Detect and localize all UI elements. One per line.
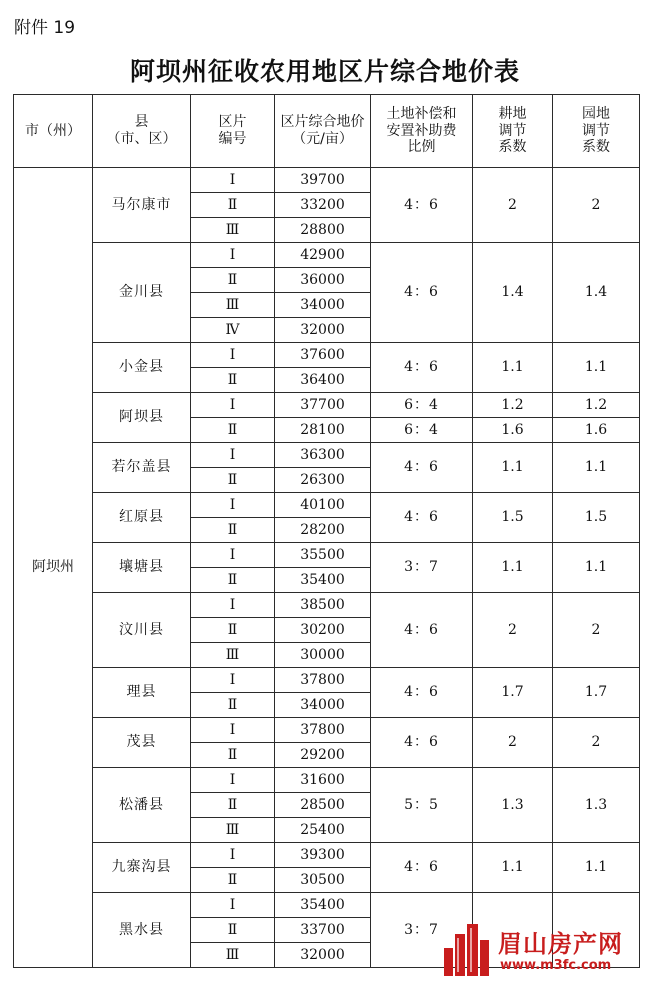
county-name: 金川县 [93, 243, 191, 343]
price-value: 37700 [275, 393, 371, 418]
table-header-row [14, 95, 640, 168]
zone-number: Ⅱ [191, 418, 275, 443]
zone-number: Ⅲ [191, 218, 275, 243]
price-value: 36300 [275, 443, 371, 468]
farm-coefficient: 1.5 [473, 493, 553, 543]
table-row [14, 543, 640, 568]
price-value: 39700 [275, 168, 371, 193]
table-row [14, 243, 640, 268]
header-city: 市（州） [14, 95, 93, 168]
farm-coefficient: 1.7 [473, 668, 553, 718]
table-row [14, 493, 640, 518]
zone-number: Ⅰ [191, 168, 275, 193]
price-value: 38500 [275, 593, 371, 618]
farm-coefficient: 2 [473, 593, 553, 668]
table-row [14, 343, 640, 368]
price-value: 36000 [275, 268, 371, 293]
price-value: 32000 [275, 318, 371, 343]
farm-coefficient: 1.1 [473, 343, 553, 393]
garden-coefficient: 1.4 [553, 243, 640, 343]
farm-coefficient: 2 [473, 168, 553, 243]
garden-coefficient: 2 [553, 718, 640, 768]
ratio-value: 3：7 [371, 543, 473, 593]
land-price-table [13, 94, 640, 968]
price-value: 25400 [275, 818, 371, 843]
price-value: 30200 [275, 618, 371, 643]
ratio-value: 5：5 [371, 768, 473, 843]
county-name: 松潘县 [93, 768, 191, 843]
price-value: 35500 [275, 543, 371, 568]
garden-coefficient: 1.5 [553, 493, 640, 543]
price-value: 28100 [275, 418, 371, 443]
price-value: 35400 [275, 893, 371, 918]
garden-coefficient: 1.2 [553, 393, 640, 418]
zone-number: Ⅲ [191, 643, 275, 668]
watermark [440, 914, 650, 986]
zone-number: Ⅰ [191, 593, 275, 618]
zone-number: Ⅰ [191, 893, 275, 918]
garden-coefficient: 1.1 [553, 543, 640, 593]
garden-coefficient: 1.1 [553, 343, 640, 393]
price-value: 32000 [275, 943, 371, 968]
farm-coefficient: 1.3 [473, 768, 553, 843]
zone-number: Ⅳ [191, 318, 275, 343]
header-ratio: 土地补偿和 安置补助费 比例 [371, 95, 473, 168]
zone-number: Ⅱ [191, 793, 275, 818]
zone-number: Ⅰ [191, 668, 275, 693]
ratio-value: 4：6 [371, 668, 473, 718]
zone-number: Ⅱ [191, 918, 275, 943]
table-row [14, 393, 640, 418]
header-zone: 区片 编号 [191, 95, 275, 168]
price-value: 30000 [275, 643, 371, 668]
ratio-value: 4：6 [371, 593, 473, 668]
table-row [14, 768, 640, 793]
zone-number: Ⅰ [191, 343, 275, 368]
county-name: 茂县 [93, 718, 191, 768]
ratio-value: 4：6 [371, 243, 473, 343]
garden-coefficient: 2 [553, 168, 640, 243]
county-name: 理县 [93, 668, 191, 718]
farm-coefficient: 1.1 [473, 443, 553, 493]
table-row [14, 718, 640, 743]
county-name: 红原县 [93, 493, 191, 543]
ratio-value: 4：6 [371, 443, 473, 493]
zone-number: Ⅱ [191, 618, 275, 643]
zone-number: Ⅰ [191, 543, 275, 568]
county-name: 黑水县 [93, 893, 191, 968]
price-value: 39300 [275, 843, 371, 868]
ratio-value: 4：6 [371, 493, 473, 543]
zone-number: Ⅱ [191, 468, 275, 493]
price-value: 42900 [275, 243, 371, 268]
building-logo-icon [440, 920, 496, 978]
farm-coefficient: 1.1 [473, 843, 553, 893]
price-value: 37800 [275, 718, 371, 743]
price-value: 30500 [275, 868, 371, 893]
price-value: 28800 [275, 218, 371, 243]
zone-number: Ⅲ [191, 943, 275, 968]
farm-coefficient: 1.1 [473, 543, 553, 593]
ratio-value: 6：4 [371, 393, 473, 418]
farm-coefficient: 1.4 [473, 243, 553, 343]
price-value: 40100 [275, 493, 371, 518]
farm-coefficient: 1.2 [473, 393, 553, 418]
page-title: 阿坝州征收农用地区片综合地价表 [129, 57, 520, 86]
ratio-value: 4：6 [371, 843, 473, 893]
price-value: 28200 [275, 518, 371, 543]
zone-number: Ⅰ [191, 718, 275, 743]
ratio-value: 6：4 [371, 418, 473, 443]
table-row [14, 168, 640, 193]
watermark-text: 眉山房产网 [498, 930, 623, 958]
county-name: 汶川县 [93, 593, 191, 668]
garden-coefficient: 1.6 [553, 418, 640, 443]
price-value: 36400 [275, 368, 371, 393]
garden-coefficient: 1.1 [553, 843, 640, 893]
zone-number: Ⅱ [191, 693, 275, 718]
garden-coefficient: 2 [553, 593, 640, 668]
price-value: 29200 [275, 743, 371, 768]
header-county: 县 （市、区） [93, 95, 191, 168]
header-farm-coef: 耕地 调节 系数 [473, 95, 553, 168]
price-value: 34000 [275, 693, 371, 718]
county-name: 壤塘县 [93, 543, 191, 593]
zone-number: Ⅲ [191, 818, 275, 843]
zone-number: Ⅰ [191, 768, 275, 793]
county-name: 若尔盖县 [93, 443, 191, 493]
farm-coefficient: 2 [473, 718, 553, 768]
county-name: 阿坝县 [93, 393, 191, 443]
price-value: 37600 [275, 343, 371, 368]
zone-number: Ⅱ [191, 268, 275, 293]
farm-coefficient: 1.6 [473, 418, 553, 443]
price-value: 26300 [275, 468, 371, 493]
price-value: 28500 [275, 793, 371, 818]
header-price: 区片综合地价 （元/亩） [275, 95, 371, 168]
zone-number: Ⅲ [191, 293, 275, 318]
price-value: 37800 [275, 668, 371, 693]
ratio-value: 4：6 [371, 343, 473, 393]
header-garden-coef: 园地 调节 系数 [553, 95, 640, 168]
zone-number: Ⅰ [191, 243, 275, 268]
zone-number: Ⅱ [191, 518, 275, 543]
table-body [14, 168, 640, 968]
price-value: 33200 [275, 193, 371, 218]
table-row [14, 593, 640, 618]
watermark-url: www.m3fc.com [500, 958, 612, 973]
zone-number: Ⅰ [191, 443, 275, 468]
table-row [14, 443, 640, 468]
county-name: 九寨沟县 [93, 843, 191, 893]
table-row [14, 668, 640, 693]
zone-number: Ⅰ [191, 393, 275, 418]
ratio-value: 4：6 [371, 168, 473, 243]
table-row [14, 843, 640, 868]
ratio-value: 4：6 [371, 718, 473, 768]
zone-number: Ⅰ [191, 493, 275, 518]
zone-number: Ⅰ [191, 843, 275, 868]
ratio-value: 3：7 [371, 893, 473, 968]
price-value: 31600 [275, 768, 371, 793]
county-name: 马尔康市 [93, 168, 191, 243]
garden-coefficient: 1.1 [553, 443, 640, 493]
price-value: 34000 [275, 293, 371, 318]
garden-coefficient: 1.7 [553, 668, 640, 718]
city-cell: 阿坝州 [14, 168, 93, 968]
price-value: 33700 [275, 918, 371, 943]
attachment-label: 附件 19 [14, 18, 76, 38]
zone-number: Ⅱ [191, 868, 275, 893]
garden-coefficient: 1.3 [553, 768, 640, 843]
price-value: 35400 [275, 568, 371, 593]
zone-number: Ⅱ [191, 193, 275, 218]
zone-number: Ⅱ [191, 568, 275, 593]
zone-number: Ⅱ [191, 368, 275, 393]
county-name: 小金县 [93, 343, 191, 393]
zone-number: Ⅱ [191, 743, 275, 768]
